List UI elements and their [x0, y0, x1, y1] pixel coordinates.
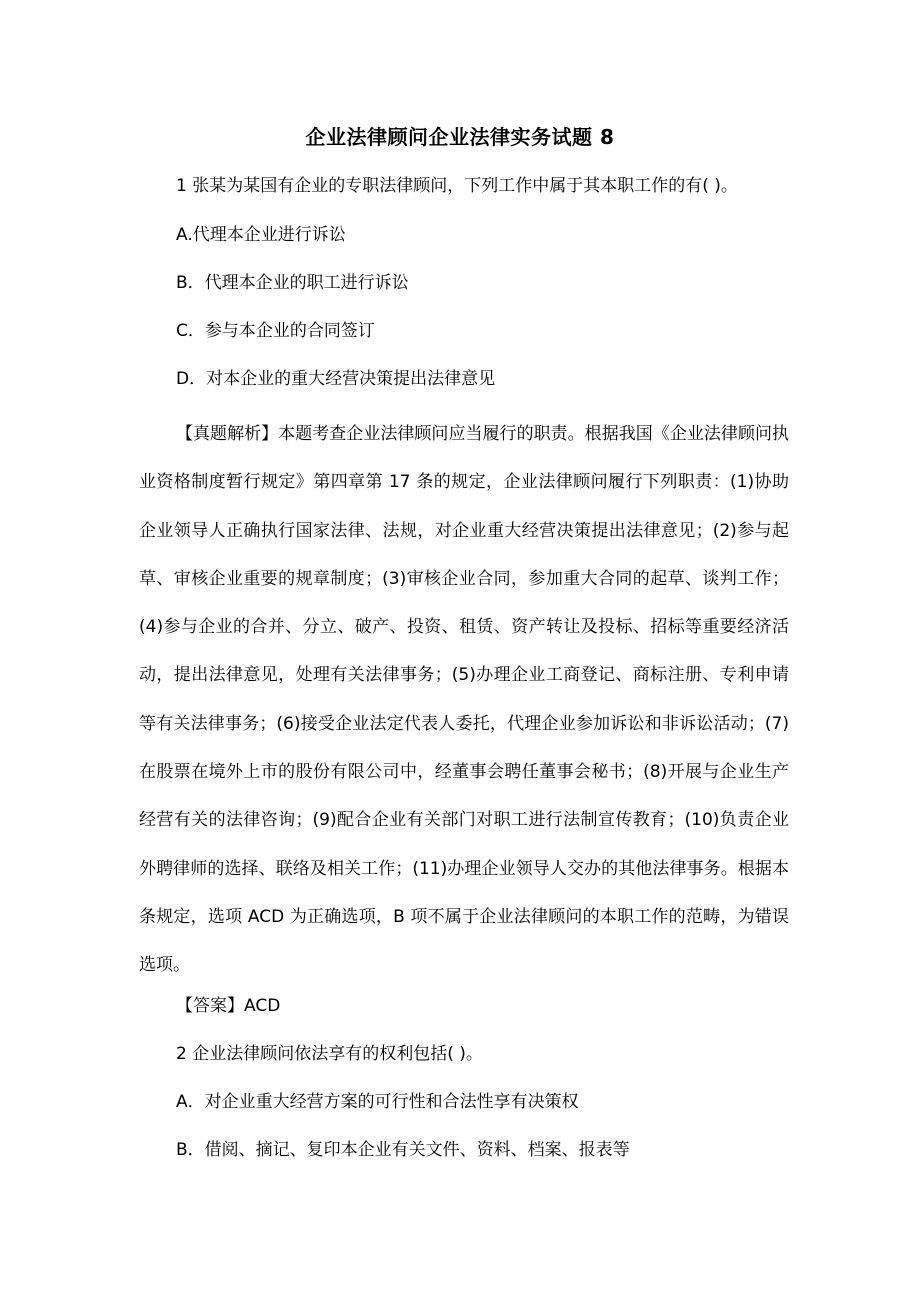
question-1-option-a: A.代理本企业进行诉讼	[176, 225, 346, 245]
question-1: 1 张某为某国有企业的专职法律顾问，下列工作中属于其本职工作的有( )。	[176, 176, 738, 196]
question-1-option-d: D．对本企业的重大经营决策提出法律意见	[176, 369, 496, 389]
document-title: 企业法律顾问企业法律实务试题 8	[305, 125, 615, 149]
question-2-option-b: B．借阅、摘记、复印本企业有关文件、资料、档案、报表等	[176, 1140, 630, 1160]
question-1-option-c: C．参与本企业的合同签订	[176, 321, 375, 341]
question-2-option-a: A．对企业重大经营方案的可行性和合法性享有决策权	[176, 1092, 579, 1112]
question-1-option-b: B．代理本企业的职工进行诉讼	[176, 273, 409, 293]
question-1-analysis: 【真题解析】本题考查企业法律顾问应当履行的职责。根据我国《企业法律顾问执业资格制度暂行规定》第四章第 17 条的规定，企业法律顾问履行下列职责：(1)协助企业领导人正确执行国家法律、法规，对企业重大经营决策提出法律意见；(2)参与起草、审核企业重要的规章制度；(3)审核企业合同，参加重大合同的起草、谈判工作；(4)参与企业的合并、分立、破产、投资、租赁、资产转让及投标、招标等重要经济活动，提出法律意见，处理有关法律事务；(5)办理企业工商登记、商标注册、专利申请等有关法律事务；(6)接受企业法定代表人委托，代理企业参加诉讼和非诉讼活动；(7)在股票在境外上市的股份有限公司中，经董事会聘任董事会秘书；(8)开展与企业生产经营有关的法律咨询；(9)配合企业有关部门对职工进行法制宣传教育；(10)负责企业外聘律师的选择、联络及相关工作；(11)办理企业领导人交办的其他法律事务。根据本条规定，选项 ACD 为正确选项，B 项不属于企业法律顾问的本职工作的范畴，为错误选项。	[139, 424, 789, 976]
question-1-answer: 【答案】ACD	[176, 996, 281, 1016]
question-2: 2 企业法律顾问依法享有的权利包括( )。	[176, 1044, 483, 1064]
